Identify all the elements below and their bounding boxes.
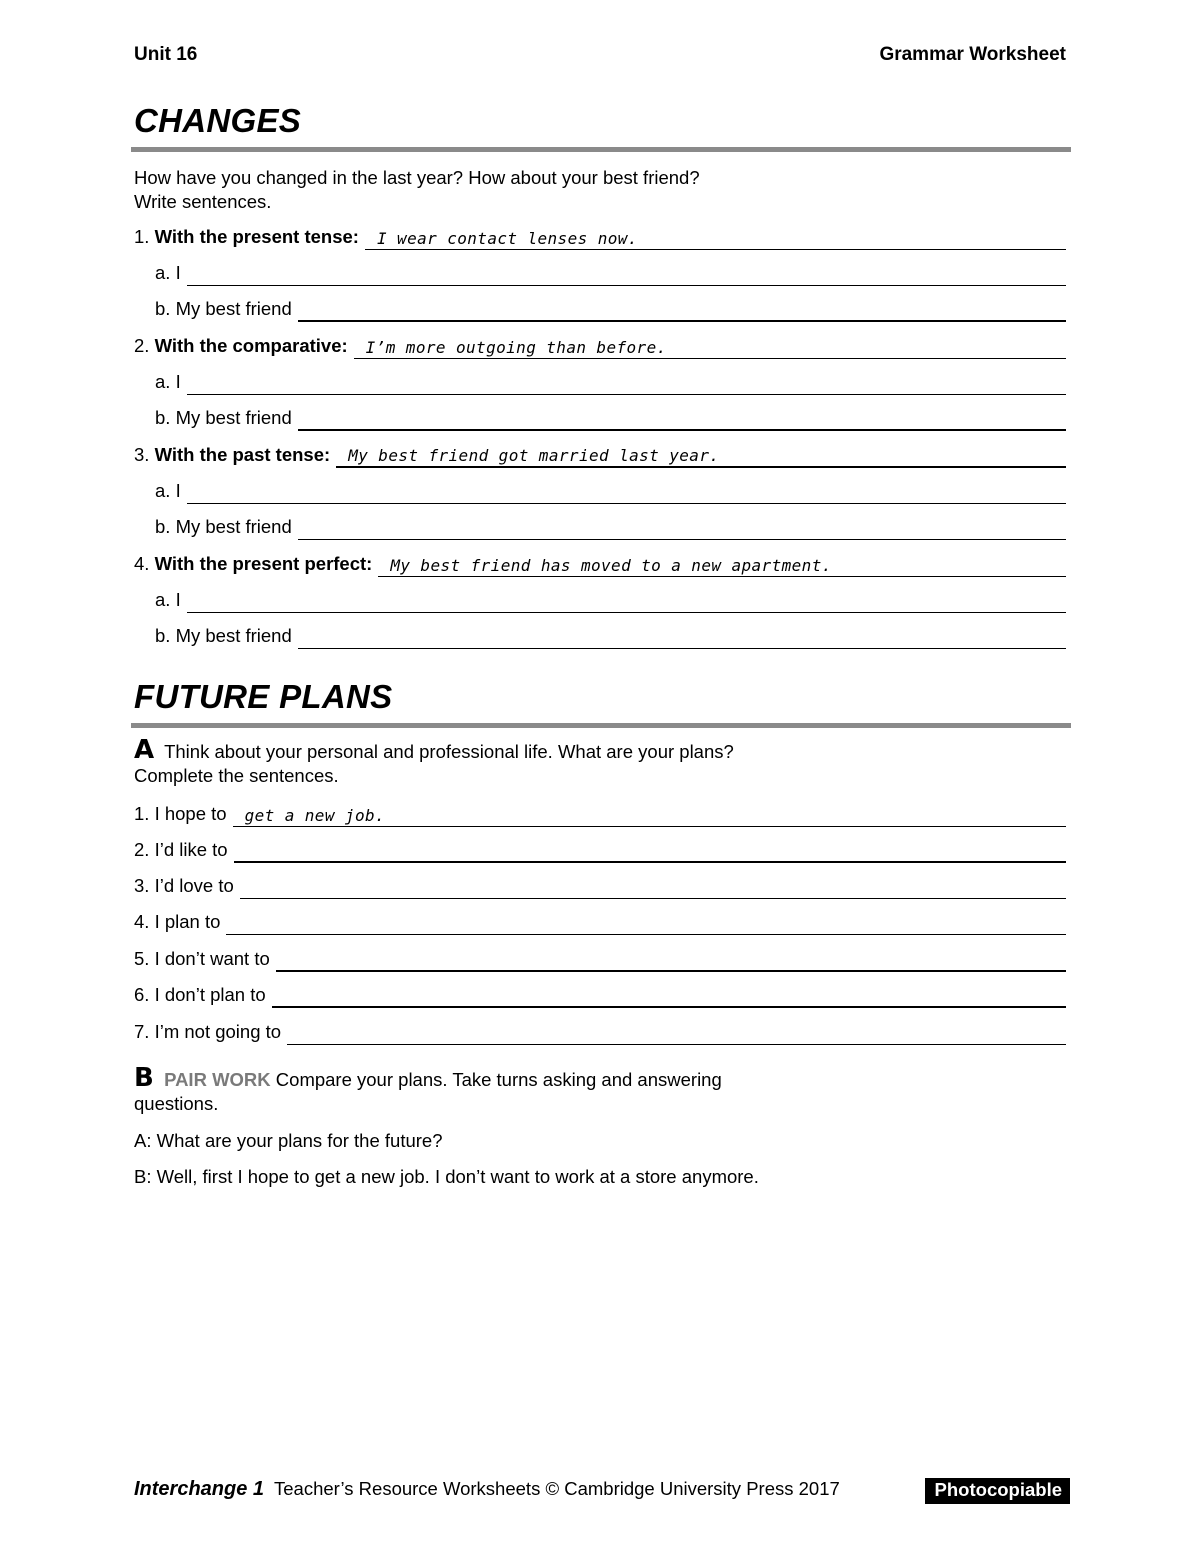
- changes-item-1-prompt: With the present tense:: [154, 226, 359, 247]
- plan-item-1: [134, 801, 1066, 827]
- changes-item-1-num: 1.: [134, 226, 150, 247]
- unit-label: Unit 16: [134, 44, 198, 65]
- plan-item-2-label: 2. I’d like to: [134, 839, 228, 860]
- plan-item-6-answer-line[interactable]: [272, 982, 1066, 1008]
- changes-item-1: [134, 224, 1066, 250]
- changes-item-3b-answer-line[interactable]: [298, 515, 1066, 540]
- changes-item-2b: [155, 405, 1066, 431]
- changes-item-1b-label: b. My best friend: [155, 298, 292, 319]
- footer-copyright: Teacher’s Resource Worksheets © Cambridge University Press 2017: [274, 1478, 840, 1499]
- changes-item-4-label: [134, 553, 372, 577]
- changes-item-1a-label: a. I: [155, 262, 181, 283]
- plan-item-1-answer-line[interactable]: [233, 802, 1066, 827]
- changes-item-4a-answer-line[interactable]: [187, 588, 1066, 613]
- plan-item-3-label: 3. I’d love to: [134, 875, 234, 896]
- changes-item-1-example: I wear contact lenses now.: [376, 229, 638, 248]
- footer-brand: Interchange 1: [134, 1478, 265, 1500]
- changes-item-4-prompt: With the present perfect:: [154, 553, 373, 574]
- changes-instructions: [134, 166, 700, 214]
- plan-item-5: [134, 946, 1066, 972]
- part-b-instructions: [134, 1063, 722, 1116]
- changes-item-2-label: [134, 335, 348, 359]
- plan-item-1-label: 1. I hope to: [134, 803, 227, 824]
- changes-item-2b-answer-line[interactable]: [298, 405, 1066, 431]
- changes-item-2a-label: a. I: [155, 371, 181, 392]
- plan-item-5-label: 5. I don’t want to: [134, 948, 270, 969]
- photocopiable-badge: Photocopiable: [925, 1478, 1070, 1504]
- plan-item-7: [134, 1019, 1066, 1045]
- part-a-letter: A: [134, 735, 155, 765]
- part-a-instruction-line2: Complete the sentences.: [134, 765, 339, 786]
- changes-divider: [131, 147, 1071, 152]
- changes-item-2a: [155, 369, 1066, 395]
- changes-item-3a-label: a. I: [155, 480, 181, 501]
- dialog-line-a: A: What are your plans for the future?: [134, 1130, 443, 1151]
- plan-item-3: [134, 873, 1066, 899]
- plan-item-4-label: 4. I plan to: [134, 911, 221, 932]
- changes-item-1-answer-line[interactable]: [365, 225, 1066, 250]
- part-b-letter: B: [134, 1063, 154, 1093]
- changes-item-1-label: [134, 226, 359, 250]
- part-a-instruction-line1: Think about your personal and professional life. What are your plans?: [164, 741, 734, 762]
- plan-item-4: [134, 909, 1066, 935]
- changes-item-3-prompt: With the past tense:: [154, 444, 331, 465]
- plan-item-2-answer-line[interactable]: [234, 837, 1066, 863]
- changes-item-3: [134, 442, 1066, 468]
- plan-item-7-label: 7. I’m not going to: [134, 1021, 282, 1042]
- changes-item-4-num: 4.: [134, 553, 150, 574]
- changes-item-4b: [155, 623, 1066, 649]
- part-b-instruction-line1: Compare your plans. Take turns asking and answering: [275, 1069, 722, 1090]
- changes-item-3a-answer-line[interactable]: [187, 479, 1066, 504]
- changes-item-2: [134, 333, 1066, 359]
- plan-item-4-answer-line[interactable]: [226, 910, 1066, 935]
- changes-item-3-label: [134, 444, 330, 468]
- changes-item-4-answer-line[interactable]: [378, 552, 1066, 577]
- changes-item-3-answer-line[interactable]: [336, 442, 1066, 468]
- changes-instruction-line1: How have you changed in the last year? How about your best friend?: [134, 167, 700, 188]
- future-plans-divider: [131, 723, 1071, 728]
- plan-item-6: [134, 982, 1066, 1008]
- plan-item-1-example: get a new job.: [244, 806, 386, 825]
- part-b-instruction-line2: questions.: [134, 1093, 219, 1114]
- changes-item-4b-answer-line[interactable]: [298, 624, 1066, 649]
- changes-item-1b-answer-line[interactable]: [298, 296, 1066, 322]
- changes-title: CHANGES: [134, 102, 302, 139]
- changes-item-3-num: 3.: [134, 444, 150, 465]
- part-a-instructions: [134, 735, 734, 788]
- plan-item-3-answer-line[interactable]: [240, 874, 1066, 899]
- footer: [134, 1478, 840, 1501]
- changes-item-4-example: My best friend has moved to a new apartment.: [390, 556, 832, 575]
- changes-item-2a-answer-line[interactable]: [187, 370, 1066, 395]
- changes-item-1b: [155, 296, 1066, 322]
- changes-item-4: [134, 551, 1066, 577]
- changes-instruction-line2: Write sentences.: [134, 191, 272, 212]
- future-plans-title: FUTURE PLANS: [134, 678, 393, 715]
- changes-item-3b: [155, 514, 1066, 540]
- changes-item-4a: [155, 587, 1066, 613]
- plan-item-5-answer-line[interactable]: [276, 946, 1066, 972]
- changes-item-2-num: 2.: [134, 335, 150, 356]
- changes-item-4a-label: a. I: [155, 589, 181, 610]
- plan-item-7-answer-line[interactable]: [287, 1020, 1066, 1045]
- changes-item-3a: [155, 478, 1066, 504]
- plan-item-6-label: 6. I don’t plan to: [134, 984, 266, 1005]
- pair-work-tag: PAIR WORK: [164, 1069, 271, 1090]
- changes-item-2-prompt: With the comparative:: [154, 335, 348, 356]
- worksheet-type: Grammar Worksheet: [879, 44, 1066, 65]
- changes-item-1a-answer-line[interactable]: [187, 261, 1066, 286]
- plan-item-2: [134, 837, 1066, 863]
- changes-item-2-example: I’m more outgoing than before.: [365, 338, 667, 357]
- dialog-line-b: B: Well, first I hope to get a new job. I don’t want to work at a store anymore.: [134, 1166, 759, 1187]
- changes-item-3-example: My best friend got married last year.: [348, 446, 720, 465]
- changes-item-1a: [155, 260, 1066, 286]
- changes-item-3b-label: b. My best friend: [155, 516, 292, 537]
- changes-item-4b-label: b. My best friend: [155, 625, 292, 646]
- changes-item-2b-label: b. My best friend: [155, 407, 292, 428]
- changes-item-2-answer-line[interactable]: [354, 334, 1066, 359]
